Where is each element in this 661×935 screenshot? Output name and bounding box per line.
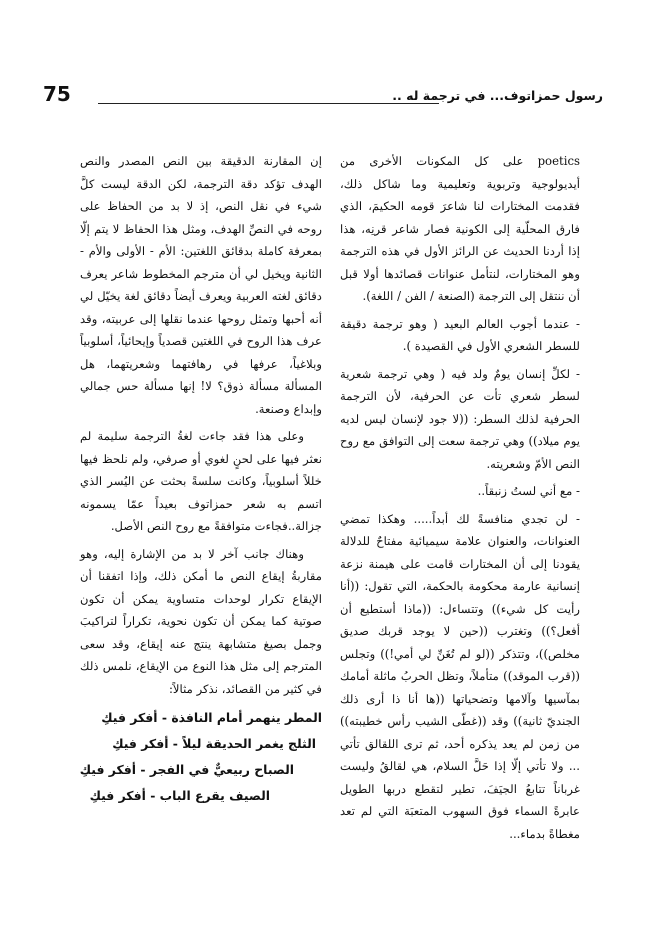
verse-line: الثلج يغمر الحديقة ليلاً - أفكر فيكِ	[112, 736, 316, 751]
paragraph: إن المقارنة الدقيقة بين النص المصدر والنص الهدف تؤكد دقة الترجمة، لكن الدقة ليست كلَّ شيء في نقل النص، إذ لا بد من الحفاظ على روحه في النصِّ الهدف، ومثل هذا الحفاظ لا يتم إلّا بمعرفة كاملة بدقائق اللغتين: الأم - الأولى والأم - الثانية ويخيل لي أن مترجم المخطوط شاعر يعرف دقائق لغته العربية ويعرف أيضاً دقائق لغة يخيّل لي أنه أحبها وتمثل روحها عندما نقلها إلى عربيته، وقد عرف هذا الروح في اللغتين قصدياً وإيحائياً، أسلوبياً وبلاغياً، عرفها في رهافتهما وشعريتهما، هل المسألة مسألة ذوق؟ لا! إنها مسألة حس جمالي وإبداع وصنعة.	[80, 154, 322, 416]
header-rule	[98, 103, 439, 104]
list-item: - لن تجدي منافسةً لك أبداً..... وهكذا تمضي العنوانات، والعنوان علامة سيميائية مفتاحٌ للدلالة يقودنا إلى أن المختارات قامت على هيمنة نزعة إنسانية عارمة محكومة بالحكمة، التي تقول: ((أنا رأيت كل شيء)) وتتساءل: ((ماذا أستطيع أن أفعل؟)) وتغترب ((حين لا يوجد قربك صديق مخلص))، وتتذكر ((لو لم تُغَنِّ لي أمي!)) وتجلس ((قرب الموقد)) متأملاً، وتظل الحربُ ماثلة أمامك بمآسيها وآلامها وتضحياتها ((ها أنا ذا أرى ذلك الجنديّ ثانية)) وقد ((غطّى الشيب رأس خطيبته)) من زمن لم يعد يذكره أحد، ثم ترى اللقالق تأتي ... ولا تأتي إلّا إذا حَلَّ السلام، هي لقالقُ وليست غرباناً تتابعُ الجيَفَ، تطير لتقطع دربها الطويل عابرةً السماء فوق السهوب المتعبَة التي لم تعد مغطاةً بدماء...	[340, 511, 580, 841]
list-item: - لكلِّ إنسان يومٌ ولد فيه ( وهي ترجمة شعرية لسطر شعري تأت عن الحرفية، لأن الترجمة الحرفية لذلك السطر: ((لا جود لإنسان ليس لديه يوم ميلاد)) وهي ترجمة سعت إلى التوافق مع روح النص الأمّ وشعريته.	[340, 366, 580, 471]
verse-block	[80, 705, 322, 809]
paragraph: وهناك جانب آخر لا بد من الإشارة إليه، وهو مقاربةُ إيقاع النص ما أمكن ذلك، وإذا اتفقنا أن الإيقاع تكرار لوحدات متساوية يمكن أن تكون صوتية كما يمكن أن تكون نحوية، تكراراً لتراكيبَ وجمل بصيغ متشابهة ينتج عنه إيقاع، وقد سعى المترجم إلى مثل هذا النوع من الإيقاع، نلمس ذلك في كثير من القصائد، نذكر مثالاً:	[80, 546, 322, 696]
right-column	[340, 150, 580, 845]
list-item: - مع أني لستُ زنبقاً..	[477, 484, 580, 498]
paragraph: poetics على كل المكونات الأخرى من أيديولوجية وتربوية وتعليمية وما شاكل ذلك، فقدمت المختارات لنا شاعرَ قومه الحكيمَ، الذي فارق المحلّية إلى الكونية فصار شاعر قرنِه، هذا إذا أردنا الحديث عن الرائز الأول في هذه الترجمة وهو المختارات، لنتأمل عنوانات قصائدها أولا قبل أن ننتقل إلى الترجمة (الصنعة / الفن / اللغة).	[340, 154, 580, 303]
paragraph: وعلى هذا فقد جاءت لغةُ الترجمة سليمة لم نعثر فيها على لحنٍ لغوي أو صرفي، ولم نلحظ فيها خللاً أسلوبياً، وكانت سلسةً بحثت عن اليُسر الذي اتسم به شعر حمزاتوف بعيداً عمّا يسمونه جزالة..فجاءت متوافقةً مع روح النص الأصل.	[80, 429, 322, 533]
page-number: 75	[43, 82, 71, 106]
verse-line: الصباح ربيعيٌّ في الفجر - أفكر فيكِ	[79, 762, 294, 777]
list-item: - عندما أجوب العالم البعيد ( وهو ترجمة دقيقة للسطر الشعري الأول في القصيدة ).	[340, 316, 580, 353]
running-head: رسول حمزاتوف... في ترجمة له ..	[392, 88, 603, 103]
left-column	[80, 150, 322, 809]
verse-line: المطر ينهمر أمام النافذة - أفكر فيكِ	[101, 710, 322, 725]
verse-line: الصيف يقرع الباب - أفكر فيكِ	[89, 788, 270, 803]
